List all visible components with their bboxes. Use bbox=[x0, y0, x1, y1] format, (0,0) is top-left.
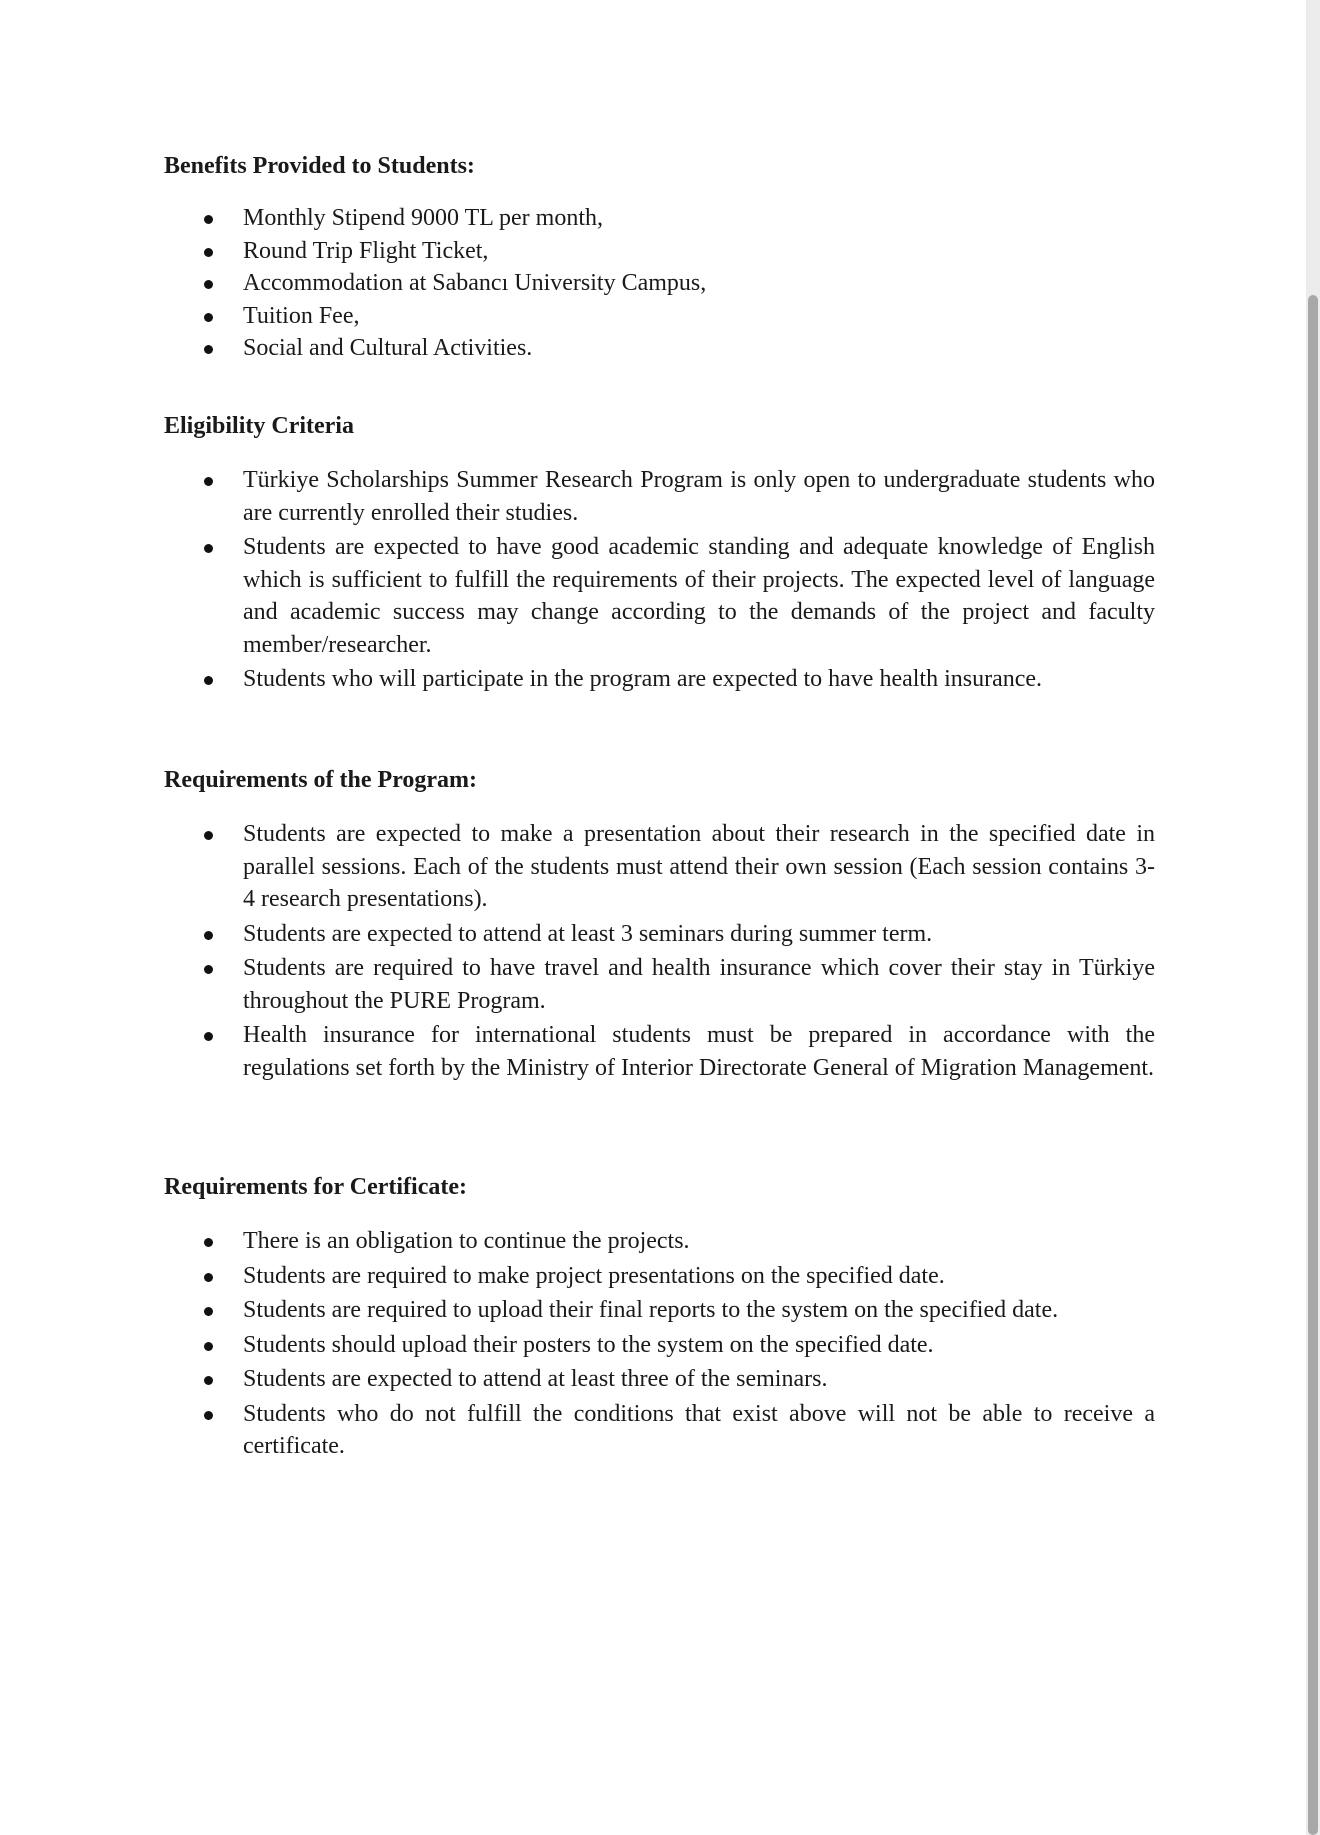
bullet-icon bbox=[204, 248, 213, 257]
list-item-text: Students are expected to attend at least 3 seminars during summer term. bbox=[243, 920, 933, 947]
list-item-text: There is an obligation to continue the projects. bbox=[243, 1228, 690, 1254]
bullet-icon bbox=[204, 831, 213, 840]
bullet-icon bbox=[204, 1238, 213, 1247]
bullet-icon bbox=[204, 544, 213, 553]
eligibility-heading: Eligibility Criteria bbox=[164, 413, 354, 439]
list-item bbox=[164, 531, 1155, 661]
list-item-text: Students are required to upload their final reports to the system on the specified date. bbox=[243, 1297, 1059, 1323]
list-item bbox=[164, 464, 1155, 529]
list-item-text: Students are expected to make a presentation about their research in the specified date in parallel sessions. Each of the students must attend their own session (Each session contains 3-4 research presentations). bbox=[243, 821, 1155, 912]
benefits-heading: Benefits Provided to Students: bbox=[164, 153, 475, 179]
bullet-icon bbox=[204, 1032, 213, 1041]
bullet-icon bbox=[204, 1342, 213, 1351]
certificate-requirements-section bbox=[164, 1171, 1155, 1463]
list-item bbox=[164, 918, 1155, 951]
list-item bbox=[164, 1398, 1155, 1463]
list-item-text: Students who will participate in the program are expected to have health insurance. bbox=[243, 666, 1043, 692]
list-item bbox=[164, 1363, 1155, 1396]
bullet-icon bbox=[204, 676, 213, 685]
list-item-text: Health insurance for international students must be prepared in accordance with the regulations set forth by the Ministry of Interior Directorate General of Migration Management. bbox=[243, 1022, 1155, 1081]
certificate-requirements-heading: Requirements for Certificate: bbox=[164, 1174, 467, 1200]
list-item-text: Social and Cultural Activities. bbox=[243, 335, 533, 361]
program-requirements-section bbox=[164, 764, 1155, 1084]
list-item-text: Round Trip Flight Ticket, bbox=[243, 237, 489, 264]
bullet-icon bbox=[204, 313, 213, 322]
list-item-text: Türkiye Scholarships Summer Research Program is only open to undergraduate students who are currently enrolled their studies. bbox=[243, 467, 1155, 526]
list-item-text: Students who do not fulfill the conditions that exist above will not be able to receive a certificate. bbox=[243, 1400, 1155, 1459]
list-item-text: Students are expected to attend at least three of the seminars. bbox=[243, 1366, 828, 1392]
bullet-icon bbox=[204, 280, 213, 289]
list-item bbox=[164, 202, 1155, 235]
bullet-icon bbox=[204, 477, 213, 486]
list-item bbox=[164, 235, 1155, 268]
program-requirements-list bbox=[164, 818, 1155, 1084]
list-item bbox=[164, 663, 1155, 696]
list-item bbox=[164, 267, 1155, 300]
bullet-icon bbox=[204, 1307, 213, 1316]
benefits-list bbox=[164, 202, 1155, 365]
list-item bbox=[164, 1260, 1155, 1293]
list-item bbox=[164, 300, 1155, 333]
list-item bbox=[164, 1294, 1155, 1327]
list-item bbox=[164, 1329, 1155, 1362]
scrollbar-track[interactable] bbox=[1306, 0, 1320, 1835]
list-item bbox=[164, 818, 1155, 916]
bullet-icon bbox=[204, 1411, 213, 1420]
list-item bbox=[164, 952, 1155, 1017]
bullet-icon bbox=[204, 345, 213, 354]
bullet-icon bbox=[204, 215, 213, 224]
list-item-text: Monthly Stipend 9000 TL per month, bbox=[243, 205, 603, 231]
list-item-text: Students should upload their posters to the system on the specified date. bbox=[243, 1331, 934, 1358]
program-requirements-heading: Requirements of the Program: bbox=[164, 767, 478, 793]
list-item-text: Accommodation at Sabancı University Campus, bbox=[243, 270, 707, 296]
list-item-text: Students are expected to have good academic standing and adequate knowledge of English which is sufficient to fulfill the requirements of their projects. The expected level of language and academic success may change according to the demands of the project and faculty member/researcher. bbox=[243, 534, 1155, 658]
benefits-section bbox=[164, 150, 1155, 365]
list-item bbox=[164, 332, 1155, 365]
bullet-icon bbox=[204, 1376, 213, 1385]
eligibility-list bbox=[164, 464, 1155, 696]
bullet-icon bbox=[204, 1273, 213, 1282]
list-item-text: Students are required to have travel and health insurance which cover their stay in Türkiye throughout the PURE Program. bbox=[243, 955, 1155, 1014]
list-item-text: Students are required to make project presentations on the specified date. bbox=[243, 1262, 945, 1289]
scrollbar-thumb[interactable] bbox=[1308, 295, 1318, 1835]
eligibility-section bbox=[164, 410, 1155, 696]
certificate-requirements-list bbox=[164, 1225, 1155, 1463]
list-item-text: Tuition Fee, bbox=[243, 302, 360, 329]
bullet-icon bbox=[204, 965, 213, 974]
bullet-icon bbox=[204, 931, 213, 940]
list-item bbox=[164, 1019, 1155, 1084]
list-item bbox=[164, 1225, 1155, 1258]
